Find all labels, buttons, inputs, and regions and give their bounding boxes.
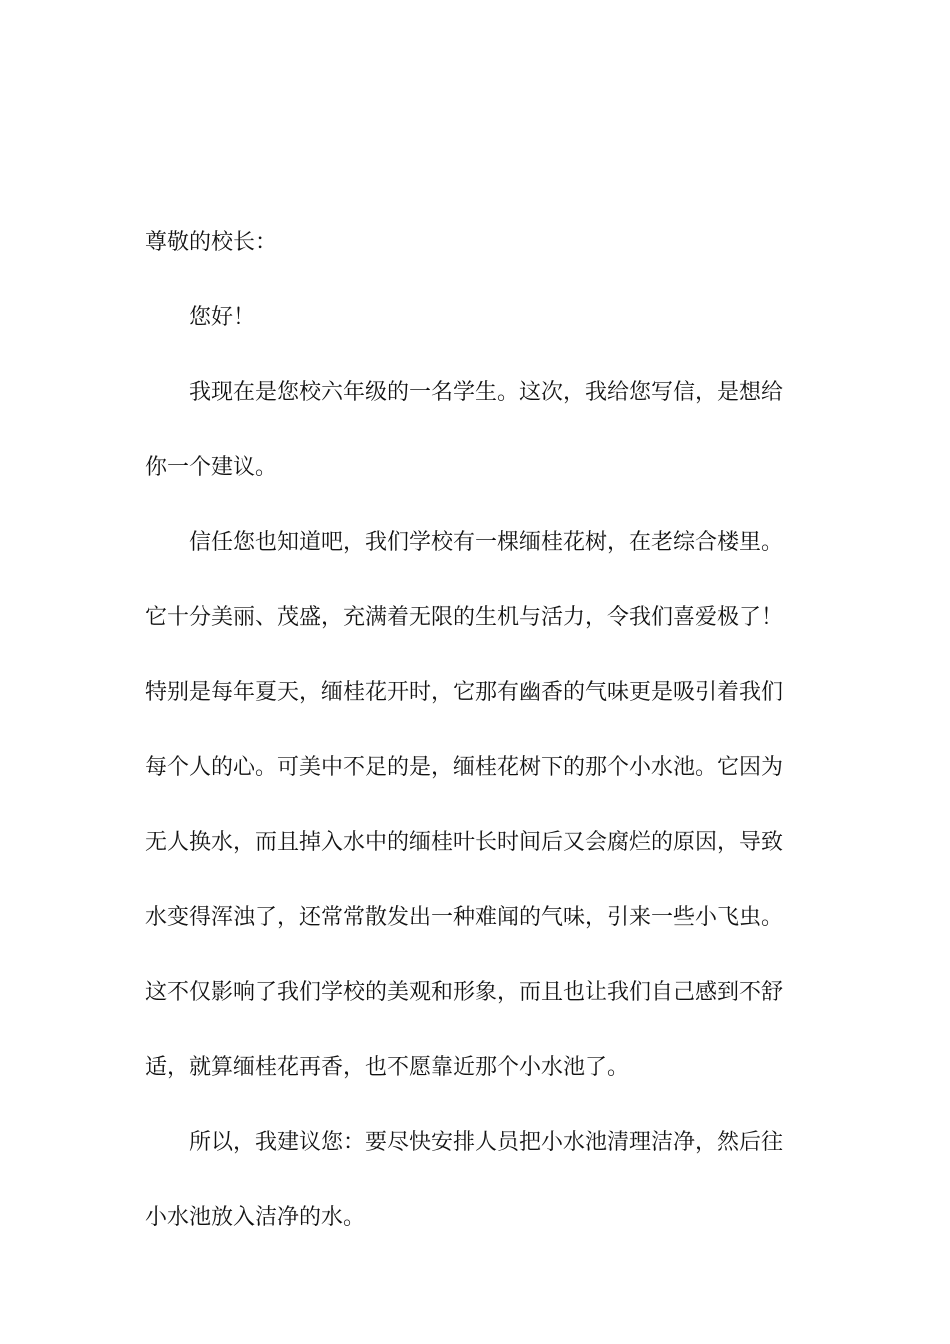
paragraph-2-line-2: 它十分美丽、茂盛，充满着无限的生机与活力，令我们喜爱极了！ <box>145 605 784 630</box>
paragraph-2-line-1: 信任您也知道吧，我们学校有一棵缅桂花树，在老综合楼里。 <box>189 530 784 555</box>
paragraph-3-line-1: 所以，我建议您：要尽快安排人员把小水池清理洁净，然后往 <box>189 1130 784 1155</box>
paragraph-1-line-1: 我现在是您校六年级的一名学生。这次，我给您写信，是想给 <box>189 380 784 405</box>
paragraph-2-line-3: 特别是每年夏天，缅桂花开时，它那有幽香的气味更是吸引着我们 <box>145 680 784 705</box>
paragraph-2-line-4: 每个人的心。可美中不足的是，缅桂花树下的那个小水池。它因为 <box>145 755 784 780</box>
paragraph-2-line-8: 适，就算缅桂花再香，也不愿靠近那个小水池了。 <box>145 1055 630 1080</box>
paragraph-2-line-7: 这不仅影响了我们学校的美观和形象，而且也让我们自己感到不舒 <box>145 980 784 1005</box>
paragraph-3-line-2: 小水池放入洁净的水。 <box>145 1205 366 1230</box>
paragraph-1-line-2: 你一个建议。 <box>145 455 278 480</box>
paragraph-2-line-6: 水变得浑浊了，还常常散发出一种难闻的气味，引来一些小飞虫。 <box>145 905 784 930</box>
salutation: 尊敬的校长： <box>145 230 278 255</box>
letter-body <box>145 205 810 1255</box>
paragraph-2-line-5: 无人换水，而且掉入水中的缅桂叶长时间后又会腐烂的原因，导致 <box>145 830 784 855</box>
greeting: 您好！ <box>189 305 256 330</box>
